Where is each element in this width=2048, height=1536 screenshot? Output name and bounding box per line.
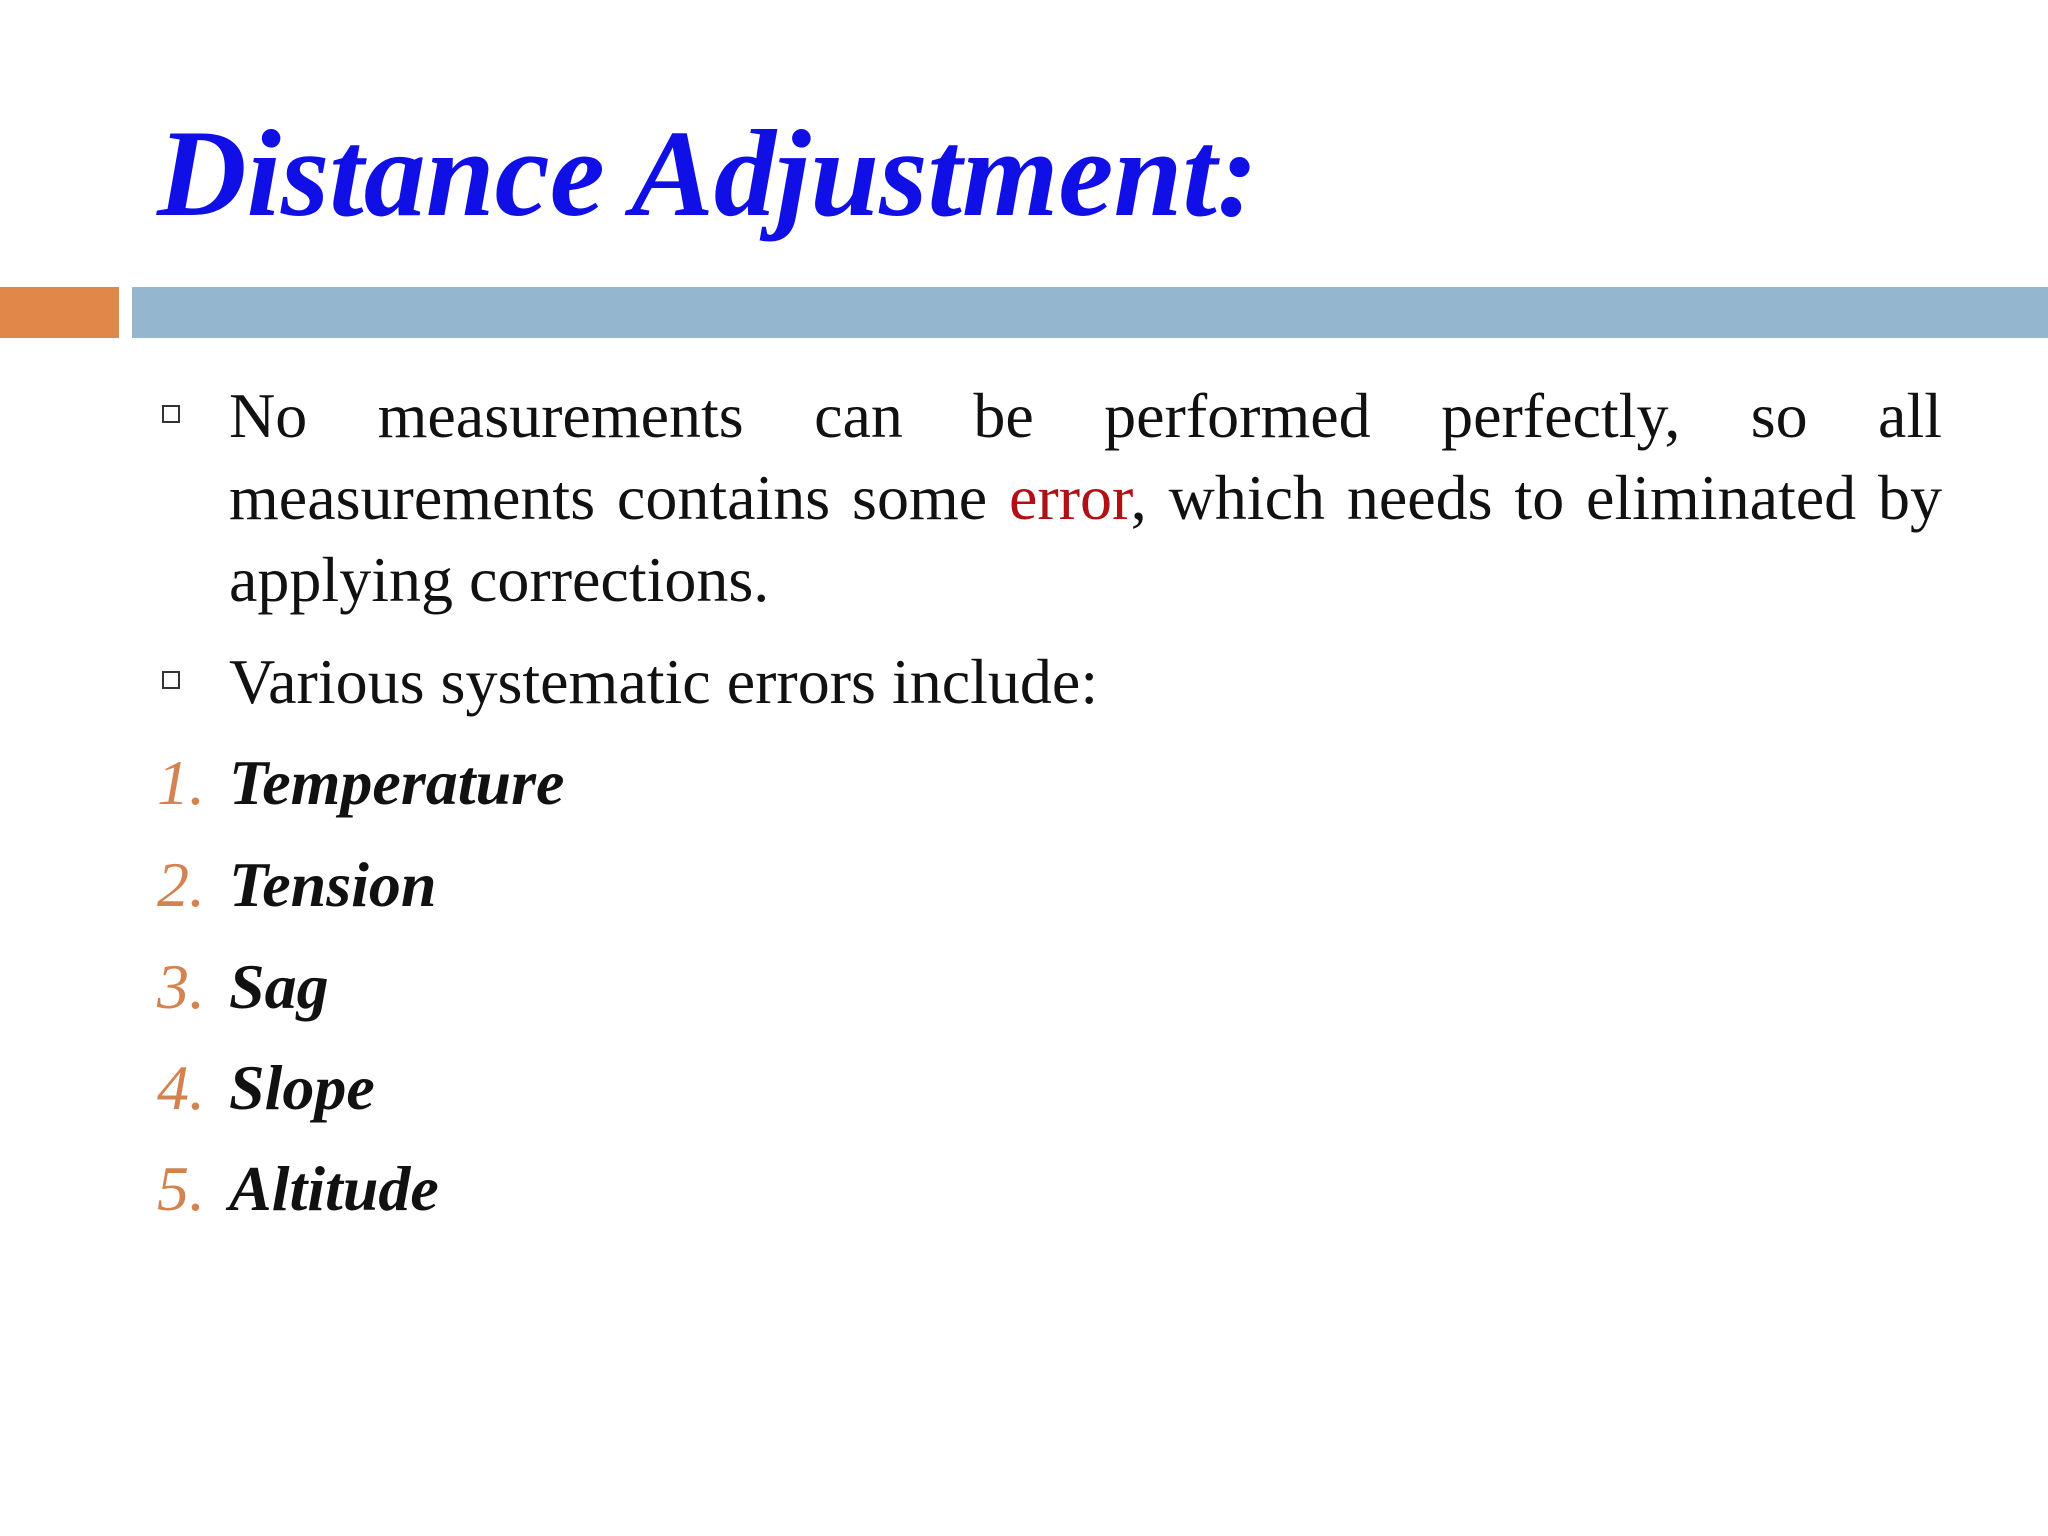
list-item — [157, 844, 437, 926]
list-label: Sag — [229, 951, 329, 1022]
list-number: 5. — [157, 1153, 205, 1224]
list-label: Temperature — [229, 747, 565, 818]
accent-bar-orange — [0, 287, 119, 338]
highlight-word: error — [1009, 462, 1131, 533]
bullet-item — [157, 641, 1942, 723]
list-label: Altitude — [229, 1153, 439, 1224]
list-item — [157, 946, 329, 1028]
bullet-text-before: No measurements can be performed perfectly, so all measurements contains some — [229, 380, 1942, 533]
square-bullet-icon — [162, 405, 180, 423]
bullet-text — [229, 375, 1942, 621]
list-number: 4. — [157, 1052, 205, 1123]
bullet-text: Various systematic errors include: — [229, 646, 1099, 717]
bullet-text-after: , which needs to eliminated by applying corrections. — [229, 462, 1943, 615]
list-number: 1. — [157, 747, 205, 818]
list-item — [157, 1047, 375, 1129]
accent-bar-blue — [132, 287, 2048, 338]
bullet-item — [157, 375, 1942, 621]
list-item — [157, 1148, 439, 1230]
list-label: Tension — [229, 849, 437, 920]
list-number: 2. — [157, 849, 205, 920]
list-number: 3. — [157, 951, 205, 1022]
square-bullet-icon — [162, 671, 180, 689]
list-item — [157, 742, 564, 824]
slide-title: Distance Adjustment: — [157, 105, 1259, 242]
list-label: Slope — [229, 1052, 375, 1123]
